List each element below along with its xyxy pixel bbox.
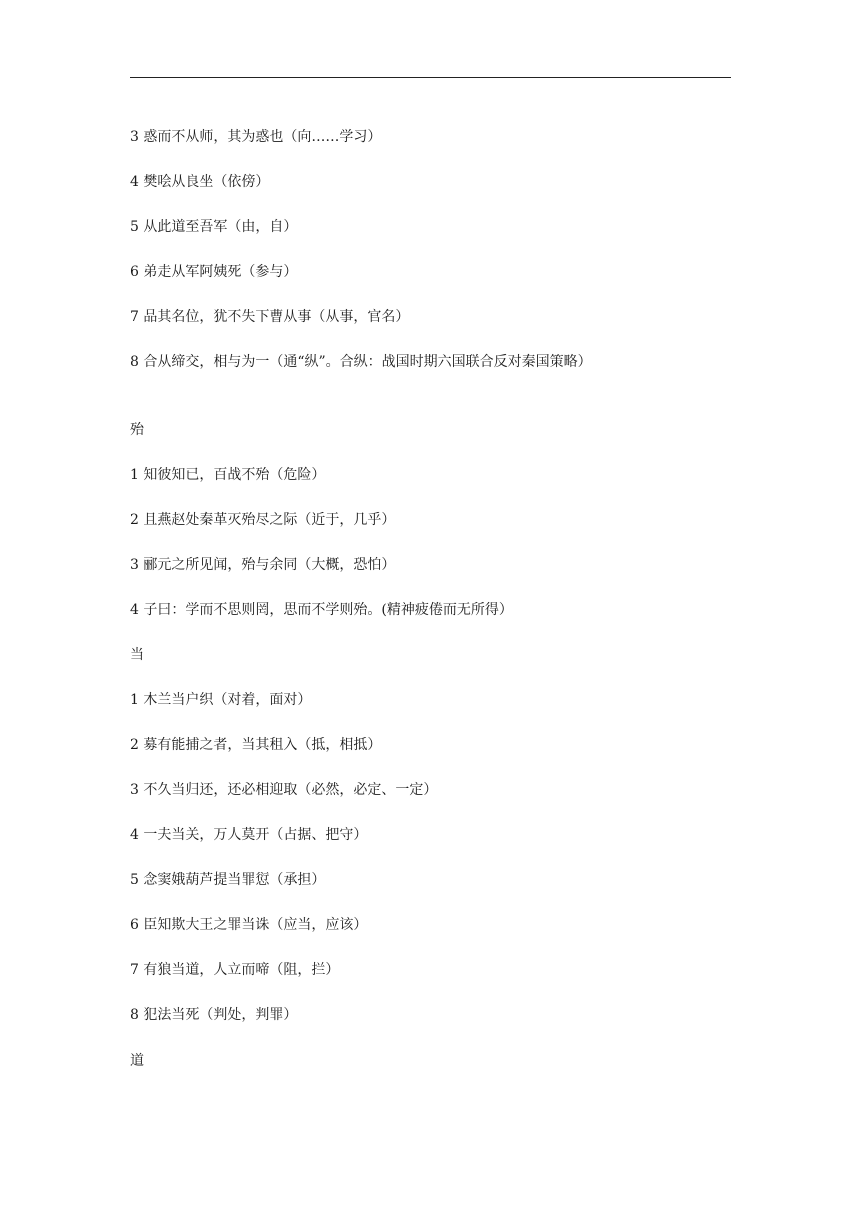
header-rule bbox=[130, 77, 731, 78]
list-item: 1 知彼知已，百战不殆（危险） bbox=[130, 467, 326, 483]
list-item: 5 念窦娥葫芦提当罪愆（承担） bbox=[130, 872, 326, 888]
list-item: 3 不久当归还，还必相迎取（必然，必定、一定） bbox=[130, 782, 438, 798]
section-heading: 道 bbox=[130, 1053, 144, 1069]
list-item: 1 木兰当户织（对着，面对） bbox=[130, 692, 312, 708]
list-item: 4 一夫当关，万人莫开（占据、把守） bbox=[130, 827, 368, 843]
list-item: 6 弟走从军阿姨死（参与） bbox=[130, 264, 298, 280]
list-item: 8 合从缔交，相与为一（通“纵”。合纵：战国时期六国联合反对秦国策略） bbox=[130, 354, 592, 370]
list-item: 8 犯法当死（判处，判罪） bbox=[130, 1007, 298, 1023]
list-item: 2 且燕赵处秦革灭殆尽之际（近于，几乎） bbox=[130, 512, 396, 528]
list-item: 3 惑而不从师，其为惑也（向……学习） bbox=[130, 129, 382, 145]
list-item: 6 臣知欺大王之罪当诛（应当，应该） bbox=[130, 917, 368, 933]
list-item: 7 品其名位，犹不失下曹从事（从事，官名） bbox=[130, 309, 410, 325]
section-heading: 殆 bbox=[130, 422, 144, 438]
section-heading: 当 bbox=[130, 647, 144, 663]
list-item: 4 子曰：学而不思则罔，思而不学则殆。(精神疲倦而无所得） bbox=[130, 602, 513, 618]
list-item: 3 郦元之所见闻，殆与余同（大概，恐怕） bbox=[130, 557, 396, 573]
list-item: 2 募有能捕之者，当其租入（抵，相抵） bbox=[130, 737, 382, 753]
list-item: 7 有狼当道，人立而啼（阻，拦） bbox=[130, 962, 340, 978]
list-item: 5 从此道至吾军（由，自） bbox=[130, 219, 298, 235]
list-item: 4 樊哙从良坐（依傍） bbox=[130, 174, 270, 190]
